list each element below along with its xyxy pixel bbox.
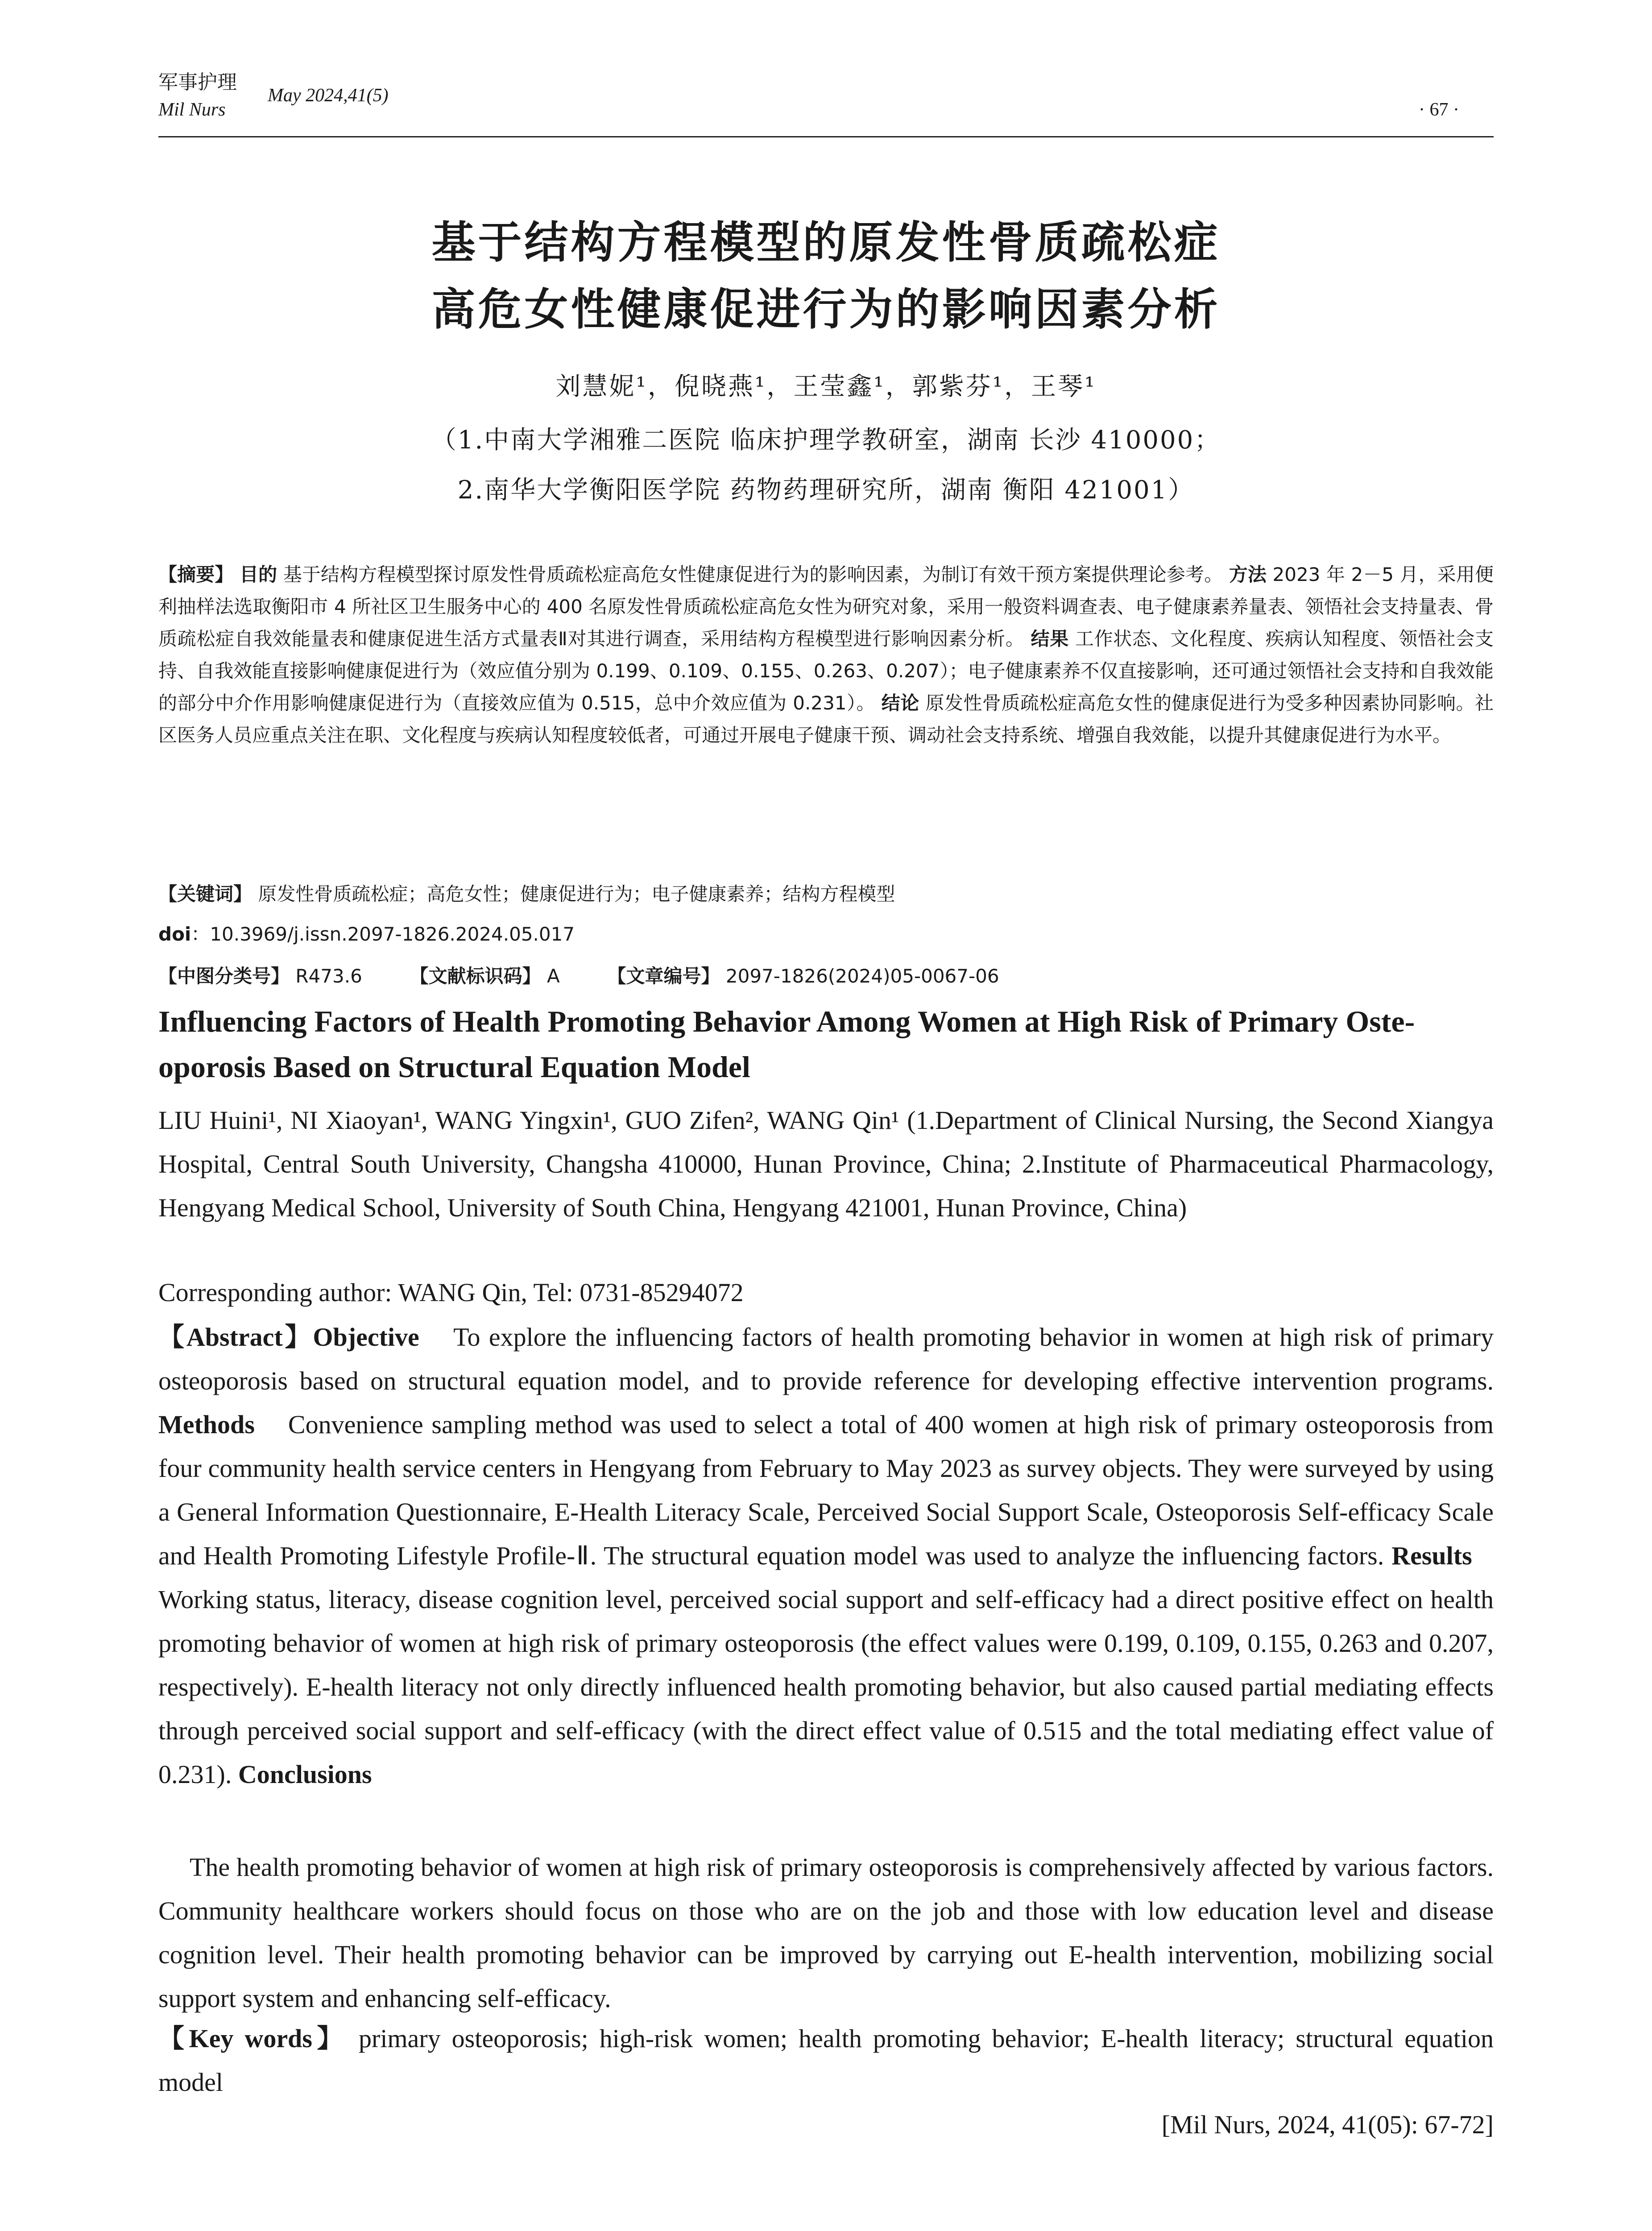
conclusion-cn-label: 结论 — [881, 692, 919, 714]
citation: [Mil Nurs, 2024, 41(05): 67-72] — [1161, 2110, 1494, 2139]
doi-label: doi — [158, 923, 191, 945]
title-line-1: 基于结构方程模型的原发性骨质疏松症 — [431, 217, 1221, 268]
abstract-en — [158, 1315, 1494, 1796]
objective-cn: 基于结构方程模型探讨原发性骨质疏松症高危女性健康促进行为的影响因素，为制订有效干预方案提供理论参考。 — [283, 564, 1223, 585]
methods-en: Convenience sampling method was used to select a total of 400 women at high risk of primary osteoporosis from four community health service centers in Hengyang from February to May 2023 as survey objects. They were surveyed by using a General Information Questionnaire, E-Health Literacy Scale, Perceived Social Support Scale, Osteoporosis Self-efficacy Scale and Health Promoting Lifestyle Profile-Ⅱ. The structural equation model was used to analyze the influencing factors. — [158, 1410, 1494, 1570]
results-cn-label: 结果 — [1031, 628, 1069, 650]
doc-code-value: A — [547, 965, 560, 987]
en-title-line-1: Influencing Factors of Health Promoting Behavior Among Women at High Risk of Primary Oste- — [158, 1004, 1415, 1038]
conclusions-en-label: Conclusions — [238, 1760, 372, 1789]
journal-name-en: Mil Nurs — [158, 100, 226, 120]
results-en-label: Results — [1391, 1541, 1472, 1570]
affiliation-cn-2: 2.南华大学衡阳医学院 药物药理研究所，湖南 衡阳 421001） — [457, 476, 1195, 505]
abstract-cn — [158, 559, 1494, 751]
objective-en-label: Objective — [313, 1323, 419, 1352]
results-en: Working status, literacy, disease cognition level, perceived social support and self-efficacy had a direct positive effect on health promoting behavior of women at high risk of primary osteoporosis (the effect values were 0.199, 0.109, 0.155, 0.263 and 0.207, respectively). E-health literacy not only directly influenced health promoting behavior, but also caused partial mediating effects through perceived social support and self-efficacy (with the direct effect value of 0.515 and the total mediating effect value of 0.231). — [158, 1585, 1494, 1789]
objective-en: To explore the influencing factors of health promoting behavior in women at high risk of primary osteoporosis based on structural equation model, and to provide reference for developing effective intervention programs. — [158, 1323, 1494, 1395]
en-title-line-2: oporosis Based on Structural Equation Model — [158, 1050, 750, 1084]
page-number: · 67 · — [1419, 100, 1459, 120]
doc-code-label: 【文献标识码】 — [410, 965, 541, 987]
keywords-cn-text: 原发性骨质疏松症；高危女性；健康促进行为；电子健康素养；结构方程模型 — [258, 883, 895, 905]
keywords-en-text: primary osteoporosis; high-risk women; health promoting behavior; E-health literacy; structural equation model — [158, 2024, 1494, 2097]
affiliation-cn-1: （1.中南大学湘雅二医院 临床护理学教研室，湖南 长沙 410000； — [431, 426, 1221, 455]
classification-line — [158, 960, 1494, 992]
article-number-value: 2097-1826(2024)05-0067-06 — [725, 965, 999, 987]
journal-name-cn: 军事护理 — [158, 71, 237, 94]
clc-value: R473.6 — [295, 965, 362, 987]
header-rule — [158, 136, 1494, 137]
keywords-en — [158, 2017, 1494, 2104]
conclusions-en: The health promoting behavior of women at high risk of primary osteoporosis is comprehensively affected by various factors. Community healthcare workers should focus on those who are on the job and those with low education level and disease cognition level. Their health promoting behavior can be improved by carrying out E-health intervention, mobilizing social support system and enhancing self-efficacy. — [158, 1853, 1494, 2013]
methods-cn: 2023 年 2－5 月，采用便利抽样法选取衡阳市 4 所社区卫生服务中心的 400 名原发性骨质疏松症高危女性为研究对象，采用一般资料调查表、电子健康素养量表、领悟社会支持量表、骨质疏松症自我效能量表和健康促进生活方式量表Ⅱ对其进行调查，采用结构方程模型进行影响因素分析。 — [158, 564, 1494, 650]
keywords-cn-label: 【关键词】 — [158, 883, 253, 905]
methods-cn-label: 方法 — [1229, 564, 1267, 585]
clc-label: 【中图分类号】 — [158, 965, 290, 987]
methods-en-label: Methods — [158, 1410, 255, 1439]
abstract-en-label: 【Abstract】 — [158, 1323, 313, 1352]
en-authors-affiliations: LIU Huini¹, NI Xiaoyan¹, WANG Yingxin¹, GUO Zifen², WANG Qin¹ (1.Department of Clinical Nursing, the Second Xiangya Hospital, Central South University, Changsha 410000, Hunan Province, China; 2.Institute of Pharmaceutical Pharmacology, Hengyang Medical School, University of South China, Hengyang 421001, Hunan Province, China) — [158, 1106, 1494, 1222]
doi-value[interactable]: ：10.3969/j.issn.2097-1826.2024.05.017 — [191, 923, 575, 945]
objective-cn-label: 目的 — [240, 564, 277, 585]
results-cn: 工作状态、文化程度、疾病认知程度、领悟社会支持、自我效能直接影响健康促进行为（效应值分别为 0.199、0.109、0.155、0.263、0.207）；电子健康素养不仅直接影响，还可通过领悟社会支持和自我效能的部分中介作用影响健康促进行为（直接效应值为 0.515，总中介效应值为 0.231）。 — [158, 628, 1494, 714]
journal-issue: May 2024,41(5) — [268, 85, 389, 106]
keywords-cn — [158, 878, 1494, 910]
title-line-2: 高危女性健康促进行为的影响因素分析 — [431, 284, 1221, 335]
abstract-cn-label: 【摘要】 — [158, 564, 234, 585]
doi-line — [158, 918, 1494, 950]
article-number-label: 【文章编号】 — [607, 965, 720, 987]
conclusion-cn: 原发性骨质疏松症高危女性的健康促进行为受多种因素协同影响。社区医务人员应重点关注在职、文化程度与疾病认知程度较低者，可通过开展电子健康干预、调动社会支持系统、增强自我效能，以提升其健康促进行为水平。 — [158, 692, 1494, 746]
corresponding-author: Corresponding author: WANG Qin, Tel: 0731-85294072 — [158, 1278, 744, 1307]
keywords-en-label: 【Key words】 — [158, 2024, 348, 2053]
authors-cn: 刘慧妮¹，倪晓燕¹，王莹鑫¹，郭紫芬¹，王琴¹ — [555, 372, 1097, 401]
